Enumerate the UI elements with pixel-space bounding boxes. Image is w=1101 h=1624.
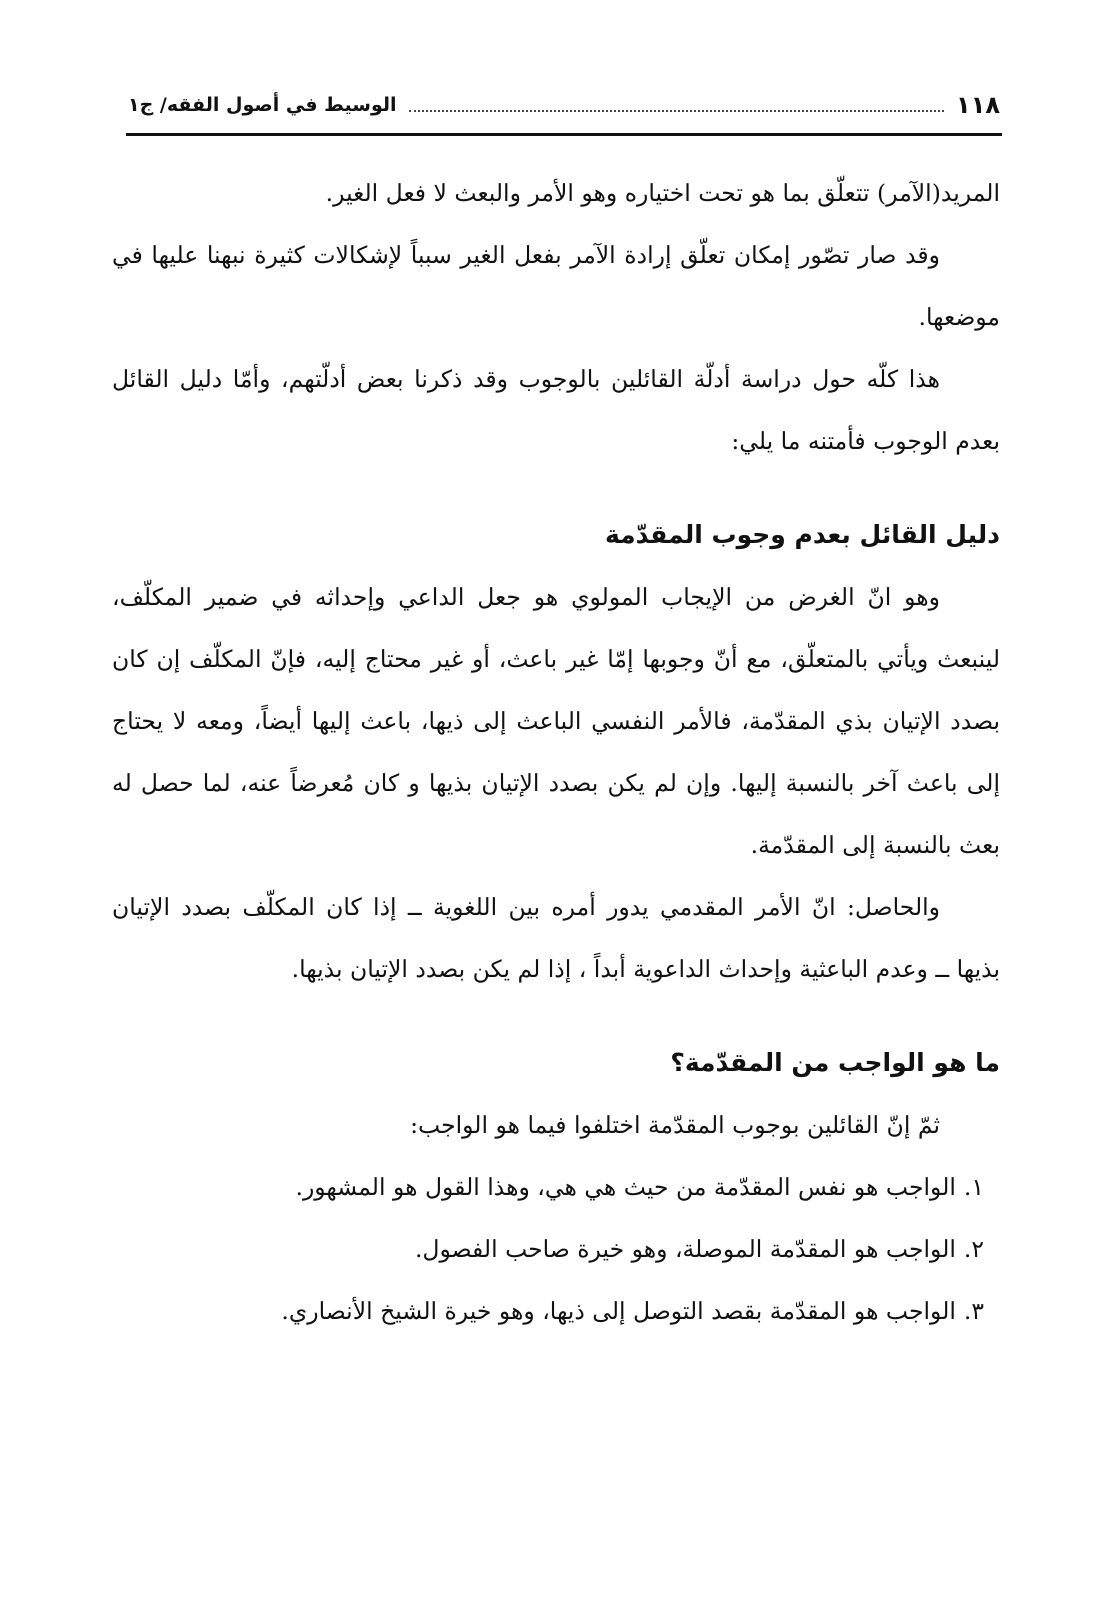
page-body [112,162,1000,1342]
paragraph-6: ثمّ إنّ القائلين بوجوب المقدّمة اختلفوا فيما هو الواجب: [410,1111,940,1139]
paragraph-4: وهو انّ الغرض من الإيجاب المولوي هو جعل الداعي وإحداثه في ضمير المكلّف، لينبعث ويأتي بالمتعلّق، مع أنّ وجوبها إمّا غير باعث، أو غير محتاج إليه، فإنّ المكلّف إن كان بصدد الإتيان بذي المقدّمة، فالأمر النفسي الباعث إلى ذيها، باعث إليها أيضاً، ومعه لا يحتاج إلى باعث آخر بالنسبة إليها. وإن لم يكن بصدد الإتيان بذيها و كان مُعرضاً عنه، لما حصل له بعث بالنسبة إلى المقدّمة. [112,583,1000,859]
paragraph-1: المريد(الآمر) تتعلّق بما هو تحت اختياره وهو الأمر والبعث لا فعل الغير. [325,179,1000,207]
list-item-text: الواجب هو المقدّمة بقصد التوصل إلى ذيها، وهو خيرة الشيخ الأنصاري. [281,1297,956,1325]
list-item [112,1218,1000,1280]
list-item-text: الواجب هو المقدّمة الموصلة، وهو خيرة صاحب الفصول. [414,1235,956,1263]
spacer [112,472,1000,504]
spacer [112,1000,1000,1032]
list-item-number: ٣. [963,1297,984,1325]
running-header [128,88,1000,122]
list-item [112,1156,1000,1218]
list-item [112,1280,1000,1342]
section-heading-2: ما هو الواجب من المقدّمة؟ [670,1048,1000,1077]
book-title: الوسيط في أصول الفقه/ ج١ [128,94,397,116]
list-item-text: الواجب هو نفس المقدّمة من حيث هي هي، وهذا القول هو المشهور. [295,1173,956,1201]
paragraph-2: وقد صار تصّور إمكان تعلّق إرادة الآمر بفعل الغير سبباً لإشكالات كثيرة نبهنا عليها في موضعها. [112,241,1000,331]
paragraph-3: هذا كلّه حول دراسة أدلّة القائلين بالوجوب وقد ذكرنا بعض أدلّتهم، وأمّا دليل القائل بعدم الوجوب فأمتنه ما يلي: [112,365,1000,455]
section-heading-1: دليل القائل بعدم وجوب المقدّمة [605,520,1000,549]
header-rule [126,133,1002,136]
page-number: ١١٨ [956,91,1000,119]
list-item-number: ٢. [963,1235,984,1263]
paragraph-5: والحاصل: انّ الأمر المقدمي يدور أمره بين اللغوية ــ إذا كان المكلّف بصدد الإتيان بذيها ــ وعدم الباعثية وإحداث الداعوية أبداً ، إذا لم يكن بصدد الإتيان بذيها. [112,893,1000,983]
header-dot-leader [409,110,945,112]
list-item-number: ١. [963,1173,984,1201]
